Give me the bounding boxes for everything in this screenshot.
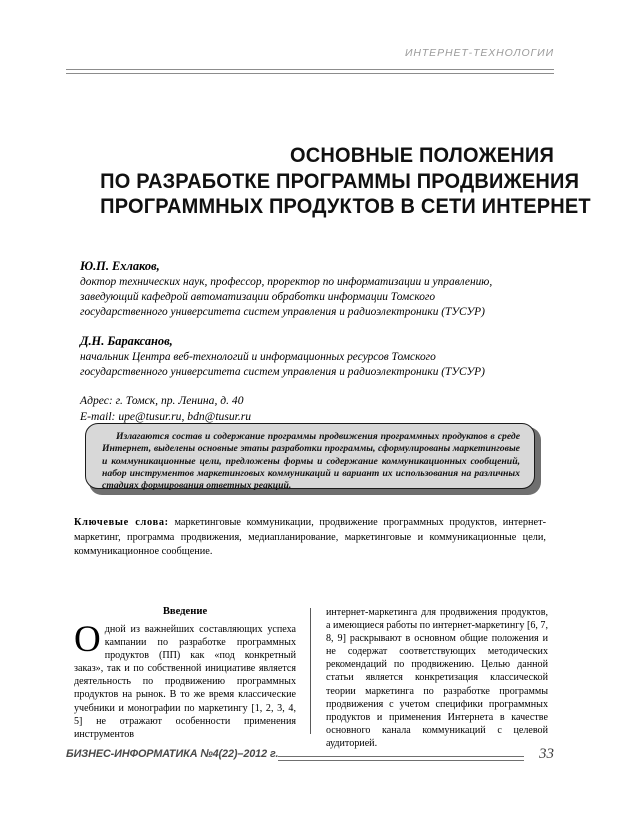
drop-cap: О <box>74 619 101 660</box>
header-rule <box>66 69 554 74</box>
author-affiliation-1-line-1: доктор технических наук, профессор, проректор по информатизации и управлению, <box>80 276 493 288</box>
body-paragraph-left-text: дной из важнейших составляющих успеха кампании по разработке программных продуктов (ПП) как «под конкретный заказ», так и по собственной инициативе является деятельность по продвижению программных продуктов на рынок. В то же время классические учебники и монографии по маркетингу [1, 2, 3, 4, 5] не отражают особенности применения инструментов <box>74 624 296 740</box>
body-columns <box>74 606 548 749</box>
author-block <box>80 258 554 424</box>
author-name-2: Д.Н. Бараксанов, <box>80 334 173 349</box>
title-line-3: ПРОГРАММНЫХ ПРОДУКТОВ В СЕТИ ИНТЕРНЕТ <box>100 194 591 218</box>
abstract-text: Излагаются состав и содержание программы продвижения программных продуктов в среде Интернет, выделены основные этапы разработки программы, сформулированы маркетинговые и коммуникационные цели, предложены формы и содержание коммуникационных сообщений, набор инструментов маркетинговых коммуникаций и вариант их использования на различных стадиях формирования ответных реакций. <box>102 431 520 492</box>
contact-block <box>80 393 554 423</box>
abstract-box <box>85 423 535 492</box>
contact-email: E-mail: upe@tusur.ru, bdn@tusur.ru <box>80 409 252 423</box>
column-right <box>326 606 548 749</box>
running-head: ИНТЕРНЕТ-ТЕХНОЛОГИИ <box>404 47 554 59</box>
keywords-text: маркетинговые коммуникации, продвижение программных продуктов, интернет-маркетинг, программа продвижения, медиапланирование, маркетинговые и коммуникационные цели, коммуникационное сообщение. <box>74 517 546 558</box>
contact-address: Адрес: г. Томск, пр. Ленина, д. 40 <box>80 394 244 408</box>
footer-journal-title: БИЗНЕС-ИНФОРМАТИКА №4(22)–2012 г. <box>66 748 279 760</box>
footer-rule <box>278 756 524 761</box>
column-divider <box>310 608 311 734</box>
author-affiliation-1-line-2: заведующий кафедрой автоматизации обработки информации Томского <box>80 291 436 304</box>
section-title-introduction: Введение <box>162 606 208 617</box>
author-name-1: Ю.П. Ехлаков, <box>80 259 160 273</box>
author-affiliation-2-line-2: государственного университета систем управления и радиоэлектроники (ТУСУР) <box>80 366 485 379</box>
keywords-block <box>74 516 546 560</box>
author-affiliation-1-line-3: государственного университета систем управления и радиоэлектроники (ТУСУР) <box>80 306 485 319</box>
article-title <box>66 143 591 220</box>
title-line-1: ОСНОВНЫЕ ПОЛОЖЕНИЯ <box>289 143 554 167</box>
page-footer <box>66 748 554 768</box>
author-affiliation-2-line-1: начальник Центра веб-технологий и информационных ресурсов Томского <box>80 351 436 364</box>
title-line-2: ПО РАЗРАБОТКЕ ПРОГРАММЫ ПРОДВИЖЕНИЯ <box>100 168 580 193</box>
keywords-label: Ключевые слова: <box>74 517 169 528</box>
body-paragraph-left <box>74 619 296 741</box>
author-separator <box>80 320 554 333</box>
body-paragraph-right: интернет-маркетинга для продвижения продуктов, а имеющиеся работы по интернет-маркетингу [6, 7, 8, 9] раскрывают в основном общие положения и не содержат соответствующих методических рекомендаций по продвижению. Целью данной статьи является конкретизация классической теории маркетинга по разработке программы продвижения с учетом специфики программных продуктов и применения Интернета в качестве основного канала коммуникаций с целевой аудиторией. <box>326 607 548 749</box>
column-left <box>74 606 296 740</box>
page-number: 33 <box>539 746 554 762</box>
